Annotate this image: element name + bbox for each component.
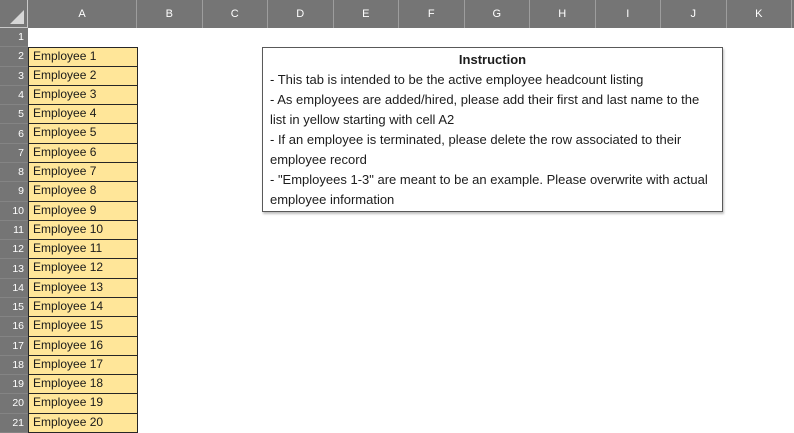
row-header-20[interactable]: 20 xyxy=(0,394,28,413)
instruction-text-box[interactable] xyxy=(262,47,723,212)
column-header-J[interactable]: J xyxy=(661,0,727,28)
column-header-A[interactable]: A xyxy=(28,0,137,28)
column-header-E[interactable]: E xyxy=(334,0,400,28)
row-headers xyxy=(0,28,28,433)
instruction-bullet-3: - If an employee is terminated, please delete the row associated to their employee record xyxy=(270,132,682,167)
cell-A7[interactable]: Employee 6 xyxy=(28,144,138,163)
cell-A13[interactable]: Employee 12 xyxy=(28,259,138,278)
cell-A5[interactable]: Employee 4 xyxy=(28,105,138,124)
cell-A9[interactable]: Employee 8 xyxy=(28,182,138,201)
cell-A10[interactable]: Employee 9 xyxy=(28,202,138,221)
row-header-5[interactable]: 5 xyxy=(0,105,28,124)
column-header-F[interactable]: F xyxy=(399,0,465,28)
cell-A3[interactable]: Employee 2 xyxy=(28,67,138,86)
column-header-B[interactable]: B xyxy=(137,0,203,28)
cell-A4[interactable]: Employee 3 xyxy=(28,86,138,105)
row-header-15[interactable]: 15 xyxy=(0,298,28,317)
employee-list xyxy=(28,47,138,433)
row-header-21[interactable]: 21 xyxy=(0,414,28,433)
column-header-G[interactable]: G xyxy=(465,0,531,28)
cell-A15[interactable]: Employee 14 xyxy=(28,298,138,317)
instruction-bullet-2: - As employees are added/hired, please add their first and last name to the list in yellow starting with cell A2 xyxy=(270,92,700,127)
column-headers xyxy=(28,0,794,28)
row-header-1[interactable]: 1 xyxy=(0,28,28,47)
row-header-12[interactable]: 12 xyxy=(0,240,28,259)
row-header-10[interactable]: 10 xyxy=(0,202,28,221)
select-all-button[interactable] xyxy=(0,0,28,28)
cell-A12[interactable]: Employee 11 xyxy=(28,240,138,259)
column-header-D[interactable]: D xyxy=(268,0,334,28)
cell-A2[interactable]: Employee 1 xyxy=(28,47,138,66)
instruction-bullet-1: - This tab is intended to be the active employee headcount listing xyxy=(270,72,644,87)
cell-A14[interactable]: Employee 13 xyxy=(28,279,138,298)
column-header-C[interactable]: C xyxy=(203,0,269,28)
row-header-4[interactable]: 4 xyxy=(0,86,28,105)
cell-A16[interactable]: Employee 15 xyxy=(28,317,138,336)
row-header-8[interactable]: 8 xyxy=(0,163,28,182)
row-header-7[interactable]: 7 xyxy=(0,144,28,163)
cell-A18[interactable]: Employee 17 xyxy=(28,356,138,375)
cell-A17[interactable]: Employee 16 xyxy=(28,337,138,356)
cell-A19[interactable]: Employee 18 xyxy=(28,375,138,394)
instruction-title: Instruction xyxy=(458,52,527,67)
column-header-H[interactable]: H xyxy=(530,0,596,28)
select-all-triangle-icon xyxy=(10,10,24,24)
column-header-I[interactable]: I xyxy=(596,0,662,28)
row-header-9[interactable]: 9 xyxy=(0,182,28,201)
row-header-18[interactable]: 18 xyxy=(0,356,28,375)
row-header-3[interactable]: 3 xyxy=(0,67,28,86)
cell-A20[interactable]: Employee 19 xyxy=(28,394,138,413)
cell-A21[interactable]: Employee 20 xyxy=(28,414,138,433)
row-header-14[interactable]: 14 xyxy=(0,279,28,298)
row-header-11[interactable]: 11 xyxy=(0,221,28,240)
instruction-bullet-4: - "Employees 1-3" are meant to be an example. Please overwrite with actual employee information xyxy=(270,172,708,207)
row-header-2[interactable]: 2 xyxy=(0,47,28,66)
instruction-bullets xyxy=(270,70,715,210)
cell-A8[interactable]: Employee 7 xyxy=(28,163,138,182)
row-header-6[interactable]: 6 xyxy=(0,124,28,143)
row-header-16[interactable]: 16 xyxy=(0,317,28,336)
row-header-17[interactable]: 17 xyxy=(0,337,28,356)
row-header-19[interactable]: 19 xyxy=(0,375,28,394)
cell-A6[interactable]: Employee 5 xyxy=(28,124,138,143)
cell-A11[interactable]: Employee 10 xyxy=(28,221,138,240)
column-header-K[interactable]: K xyxy=(727,0,793,28)
row-header-13[interactable]: 13 xyxy=(0,259,28,278)
